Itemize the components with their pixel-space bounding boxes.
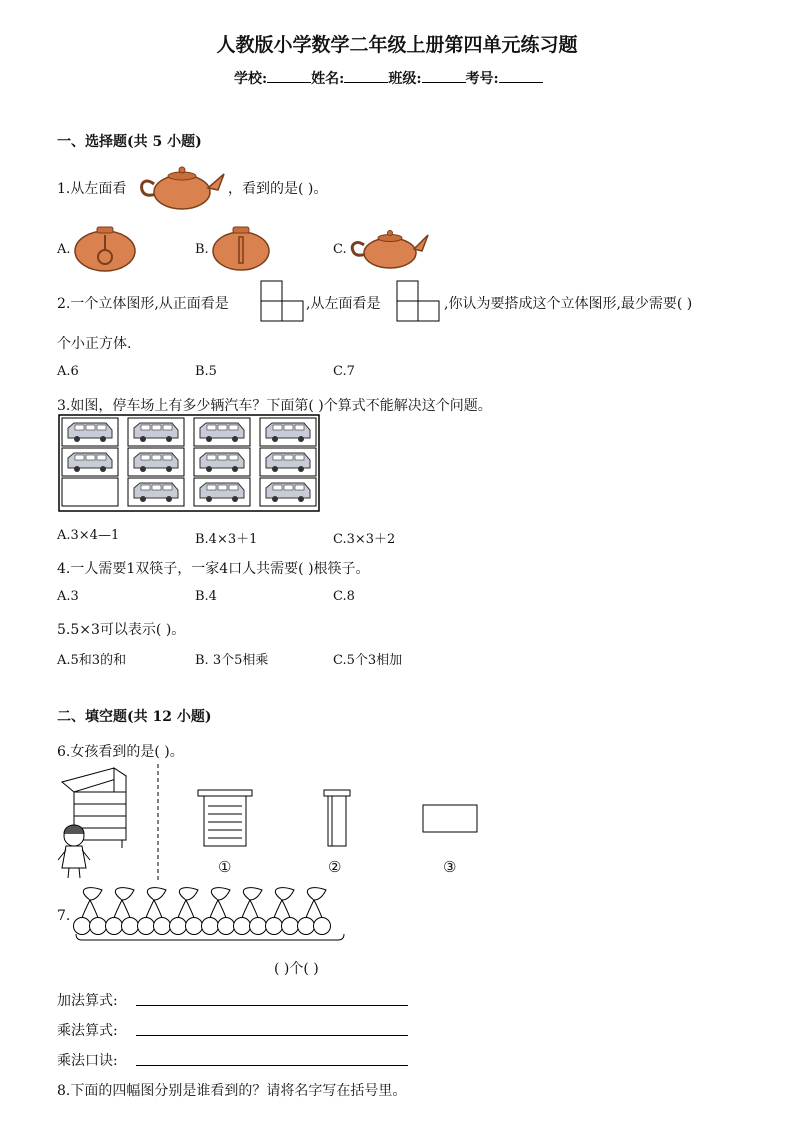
- cherry-stem: [282, 900, 290, 918]
- cherry-stem: [210, 900, 218, 918]
- cherry-leaf: [275, 888, 294, 900]
- q3-option-c[interactable]: C.3×3＋2: [333, 532, 396, 547]
- cherry-stem: [146, 900, 154, 918]
- parking-lot-figure: [58, 414, 320, 512]
- q5-option-c[interactable]: C.5个3相加: [333, 653, 403, 668]
- cherry: [186, 918, 203, 935]
- question-7-number: 7.: [57, 908, 71, 924]
- q4-option-c[interactable]: C.8: [333, 589, 355, 604]
- question-2-mid: ,从左面看是: [306, 296, 381, 312]
- cherry-leaf: [307, 888, 326, 900]
- girl-and-cabinet-figure: [56, 764, 166, 882]
- class-label: 班级:: [388, 71, 422, 87]
- cherry-stem: [242, 900, 250, 918]
- cherry: [314, 918, 331, 935]
- q4-option-b[interactable]: B.4: [195, 589, 217, 604]
- cherry-leaf: [243, 888, 262, 900]
- q2-option-b[interactable]: B.5: [195, 364, 217, 379]
- section-heading-fill: 二、填空题(共 12 小题): [57, 709, 212, 725]
- cherry: [218, 918, 235, 935]
- view-label-3: ③: [443, 858, 457, 876]
- q5-option-a[interactable]: A.5和3的和: [57, 653, 127, 668]
- cherry-leaf: [115, 888, 134, 900]
- question-6-text: 6.女孩看到的是( )。: [57, 744, 184, 760]
- q1-option-c-label[interactable]: C.: [333, 242, 347, 257]
- question-3-text: 3.如图，停车场上有多少辆汽车？下面第( )个算式不能解决这个问题。: [57, 398, 492, 414]
- left-view-squares-icon: [396, 280, 442, 322]
- teapot-left-view-b-icon: [211, 225, 271, 271]
- rhyme-answer-line[interactable]: [136, 1065, 408, 1066]
- cherry: [154, 918, 171, 935]
- cherry-leaf: [211, 888, 230, 900]
- q3-option-a[interactable]: A.3×4—1: [57, 528, 120, 543]
- question-2-line2: 个小正方体.: [57, 336, 132, 352]
- teapot-icon: [138, 164, 226, 212]
- cherry: [266, 918, 283, 935]
- cherry-stem: [314, 900, 322, 918]
- cherry: [234, 918, 251, 935]
- teapot-c-icon: [350, 227, 430, 271]
- cherry: [202, 918, 219, 935]
- question-1-suffix: ，看到的是( )。: [228, 181, 328, 197]
- front-view-squares-icon: [260, 280, 306, 322]
- cherry: [170, 918, 187, 935]
- school-label: 学校:: [234, 71, 268, 87]
- name-label: 姓名:: [311, 71, 345, 87]
- q2-option-c[interactable]: C.7: [333, 364, 355, 379]
- view-label-1: ①: [218, 858, 232, 876]
- question-4-text: 4.一人需要1双筷子，一家4口人共需要( )根筷子。: [57, 561, 370, 577]
- q1-option-b-label[interactable]: B.: [195, 242, 209, 257]
- cherry-leaf: [179, 888, 198, 900]
- number-blank[interactable]: [499, 68, 543, 83]
- addition-answer-line[interactable]: [136, 1005, 408, 1006]
- section-heading-choice: 一、选择题(共 5 小题): [57, 134, 202, 150]
- cherry-leaf: [83, 888, 102, 900]
- q1-option-a-label[interactable]: A.: [57, 242, 71, 257]
- student-info: [234, 68, 543, 88]
- q3-option-b[interactable]: B.4×3＋1: [195, 532, 258, 547]
- cherry-stem: [250, 900, 258, 918]
- addition-label: 加法算式:: [57, 993, 118, 1009]
- cherries-figure: [74, 884, 350, 944]
- cherry-stem: [186, 900, 194, 918]
- view-label-2: ②: [328, 858, 342, 876]
- q5-option-b[interactable]: B. 3个5相乘: [195, 653, 269, 668]
- cabinet-view-2-icon: [322, 788, 352, 850]
- rhyme-label: 乘法口诀:: [57, 1053, 118, 1069]
- cherry: [282, 918, 299, 935]
- question-2-prefix: 2.一个立体图形,从正面看是: [57, 296, 229, 312]
- cherry: [74, 918, 91, 935]
- cherry-stem: [82, 900, 90, 918]
- teapot-left-view-a-icon: [73, 225, 137, 273]
- cherry-stem: [218, 900, 226, 918]
- cherry-stem: [274, 900, 282, 918]
- cherry: [106, 918, 123, 935]
- question-2-suffix: ,你认为要搭成这个立体图形,最少需要( ): [444, 296, 693, 312]
- cherry-stem: [90, 900, 98, 918]
- cabinet-view-3-icon: [421, 803, 479, 835]
- cherry-leaf: [147, 888, 166, 900]
- class-blank[interactable]: [422, 68, 466, 83]
- number-label: 考号:: [465, 71, 499, 87]
- page-title: 人教版小学数学二年级上册第四单元练习题: [216, 34, 578, 56]
- name-blank[interactable]: [344, 68, 388, 83]
- cherry: [250, 918, 267, 935]
- school-blank[interactable]: [267, 68, 311, 83]
- cabinet-view-1-icon: [196, 788, 254, 850]
- cherry-stem: [154, 900, 162, 918]
- cherry-stem: [114, 900, 122, 918]
- cherry: [122, 918, 139, 935]
- question-8-text: 8.下面的四幅图分别是谁看到的？请将名字写在括号里。: [57, 1083, 407, 1099]
- cherry-stem: [178, 900, 186, 918]
- q7-fill-count[interactable]: ( )个( ): [274, 961, 319, 977]
- parking-slot: [62, 478, 118, 506]
- cherry-stem: [122, 900, 130, 918]
- cherry: [90, 918, 107, 935]
- cherry: [298, 918, 315, 935]
- q2-option-a[interactable]: A.6: [57, 364, 79, 379]
- multiplication-answer-line[interactable]: [136, 1035, 408, 1036]
- question-5-text: 5.5×3可以表示( )。: [57, 622, 186, 638]
- q4-option-a[interactable]: A.3: [57, 589, 79, 604]
- question-1-prefix: 1.从左面看: [57, 181, 127, 197]
- multiplication-label: 乘法算式:: [57, 1023, 118, 1039]
- cherry-stem: [306, 900, 314, 918]
- cherry: [138, 918, 155, 935]
